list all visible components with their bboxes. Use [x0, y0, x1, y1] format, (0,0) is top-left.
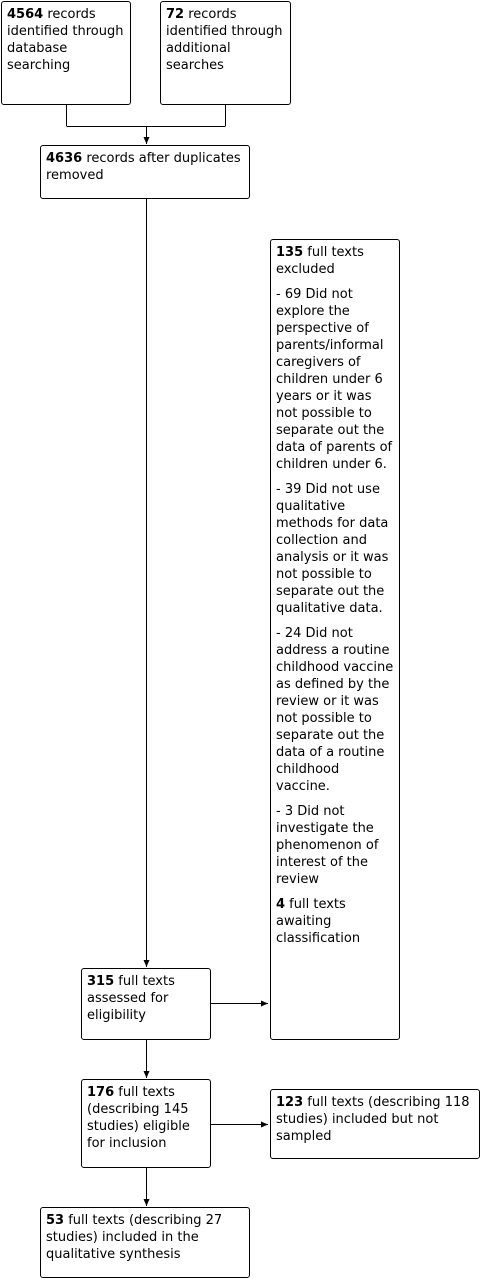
records-additional-box: [160, 1, 291, 105]
records-additional-text: records identified through additional searches: [166, 7, 283, 73]
exclusion-reason: - 3 Did not investigate the phenomenon of interest of the review: [276, 804, 379, 887]
records-additional-count: 72: [166, 7, 185, 22]
assessed-text: full texts assessed for eligibility: [87, 974, 175, 1023]
not-sampled-box: [270, 1089, 480, 1159]
assessed-box: [81, 968, 211, 1040]
awaiting-count: 4: [276, 897, 286, 912]
excluded-text: full texts excluded: [276, 245, 364, 277]
records-after-duplicates-box: [40, 145, 250, 199]
eligible-box: [81, 1079, 211, 1168]
included-box: [40, 1207, 250, 1278]
records-database-box: [1, 1, 131, 105]
records-after-duplicates-count: 4636: [46, 151, 83, 166]
assessed-count: 315: [87, 974, 115, 989]
records-database-text: records identified through database searching: [7, 7, 124, 73]
excluded-count: 135: [276, 245, 304, 260]
not-sampled-text: full texts (describing 118 studies) included but not sampled: [276, 1095, 470, 1144]
awaiting-text: full texts awaiting classification: [276, 897, 361, 946]
included-text: full texts (describing 27 studies) included in the qualitative synthesis: [46, 1213, 223, 1262]
not-sampled-count: 123: [276, 1095, 304, 1110]
eligible-text: full texts (describing 145 studies) eligible for inclusion: [87, 1085, 190, 1151]
excluded-box: [270, 239, 400, 1040]
records-database-count: 4564: [7, 7, 44, 22]
eligible-count: 176: [87, 1085, 115, 1100]
exclusion-reason: - 24 Did not address a routine childhood vaccine as defined by the review or it was not possible to separate out the data of a routine childhood vaccine.: [276, 626, 394, 794]
exclusion-reason: - 39 Did not use qualitative methods for data collection and analysis or it was not possible to separate out the qualitative data.: [276, 482, 389, 616]
records-after-duplicates-text: records after duplicates removed: [46, 151, 241, 183]
exclusion-reason: - 69 Did not explore the perspective of parents/informal caregivers of children under 6 years or it was not possible to separate out the data of parents of children under 6.: [276, 287, 393, 472]
included-count: 53: [46, 1213, 65, 1228]
